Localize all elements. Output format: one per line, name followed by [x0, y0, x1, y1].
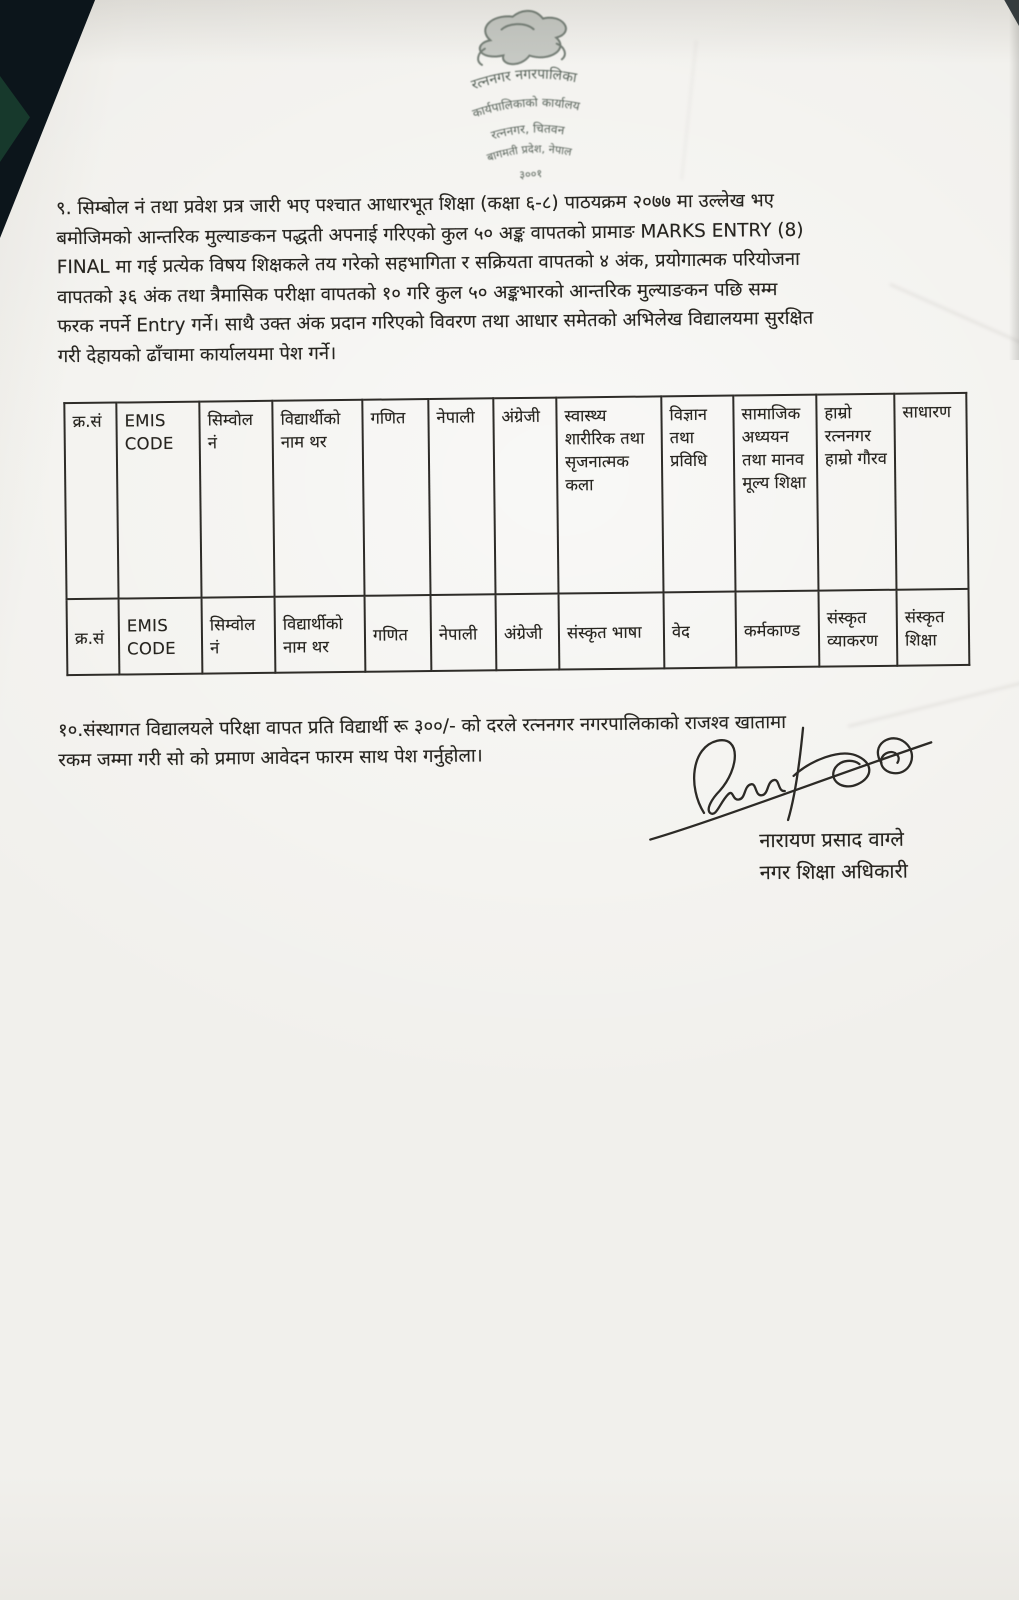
paragraph-9	[56, 184, 988, 372]
paragraph-10-line: रकम जम्मा गरी सो को प्रमाण आवेदन फारम साथ पेश गर्नुहोला।	[58, 744, 483, 771]
header-cell: क्र.सं	[64, 403, 118, 600]
header-cell: गणित	[365, 595, 432, 672]
header-cell: क्र.सं	[67, 599, 120, 676]
header-cell: विद्यार्थीको नाम थर	[272, 400, 364, 597]
paragraph-9-line: FINAL मा गई प्रत्येक विषय शिक्षकले तय गरेको सहभागिता र सक्रियता वापतको ४ अंक, प्रयोगात्मक परियोजना	[56, 248, 800, 279]
header-cell: स्वास्थ्य शारीरिक तथा सृजनात्मक कला	[556, 396, 663, 593]
paragraph-9-line: ९. सिम्बोल नं तथा प्रवेश प्रत्र जारी भए पश्चात आधारभूत शिक्षा (कक्षा ६-८) पाठयक्रम २०७७ मा उल्लेख भए	[55, 190, 775, 220]
header-cell: विद्यार्थीको नाम थर	[275, 596, 366, 673]
header-cell: कर्मकाण्ड	[735, 591, 819, 668]
header-cell: EMIS CODE	[119, 598, 203, 675]
stamp-text-line: रत्ननगर नगरपालिका	[469, 66, 578, 94]
header-cell: अंग्रेजी	[493, 398, 558, 595]
header-cell: सिम्वोल नं	[199, 401, 274, 598]
paragraph-9-line: गरी देहायको ढाँचामा कार्यालयमा पेश गर्ने।	[57, 342, 337, 367]
header-cell: नेपाली	[428, 398, 495, 595]
table-header-row-sanskrit	[67, 589, 970, 675]
signatory-name: नारायण प्रसाद वाग्ले	[759, 826, 905, 853]
header-cell: सिम्वोल नं	[202, 597, 276, 674]
header-cell: साधारण	[894, 393, 968, 590]
stamp-text-line: कार्यपालिकाको कार्यालय	[470, 95, 581, 121]
stamp-text-line: बागमती प्रदेश, नेपाल	[485, 142, 573, 165]
header-cell: अंग्रेजी	[496, 594, 560, 671]
signatory-title: नगर शिक्षा अधिकारी	[759, 858, 909, 885]
header-cell: संस्कृत शिक्षा	[896, 589, 969, 666]
header-cell: विज्ञान तथा प्रविधि	[661, 396, 735, 593]
header-cell: गणित	[362, 399, 430, 596]
stamp-text-line: रत्ननगर, चितवन	[489, 121, 566, 143]
header-cell: संस्कृत व्याकरण	[818, 590, 897, 667]
header-cell: हाम्रो रत्ननगर हाम्रो गौरव	[816, 394, 896, 591]
header-cell: सामाजिक अध्ययन तथा मानव मूल्य शिक्षा	[733, 395, 818, 592]
header-cell: वेद	[663, 592, 736, 669]
marks-entry-format-table	[63, 392, 970, 676]
paragraph-9-line: बमोजिमको आन्तरिक मुल्याङकन पद्धती अपनाई गरिएको कुल ५० अङ्क वापतको प्रामाङ MARKS ENTRY (8)	[56, 219, 804, 249]
header-cell: नेपाली	[431, 594, 497, 671]
paragraph-10-line: १०.संस्थागत विद्यालयले परिक्षा वापत प्रति विद्यार्थी रू ३००/- को दरले रत्ननगर नगरपालिकाको राजश्व खातामा	[57, 711, 787, 742]
header-cell: संस्कृत भाषा	[559, 592, 665, 669]
paragraph-9-line: वापतको ३६ अंक तथा त्रैमासिक परीक्षा वापतको १० गरि कुल ५० अङ्कभारको आन्तरिक मुल्याङकन पछि सम्म	[56, 278, 778, 308]
table-header-row-general	[64, 393, 968, 599]
paragraph-9-line: फरक नपर्ने Entry गर्ने। साथै उक्त अंक प्रदान गरिएको विवरण तथा आधार समेतको अभिलेख विद्यालयमा सुरक्षित	[57, 307, 814, 338]
stamp-text-line: ३००१	[518, 167, 543, 182]
header-cell: EMIS CODE	[116, 402, 201, 599]
